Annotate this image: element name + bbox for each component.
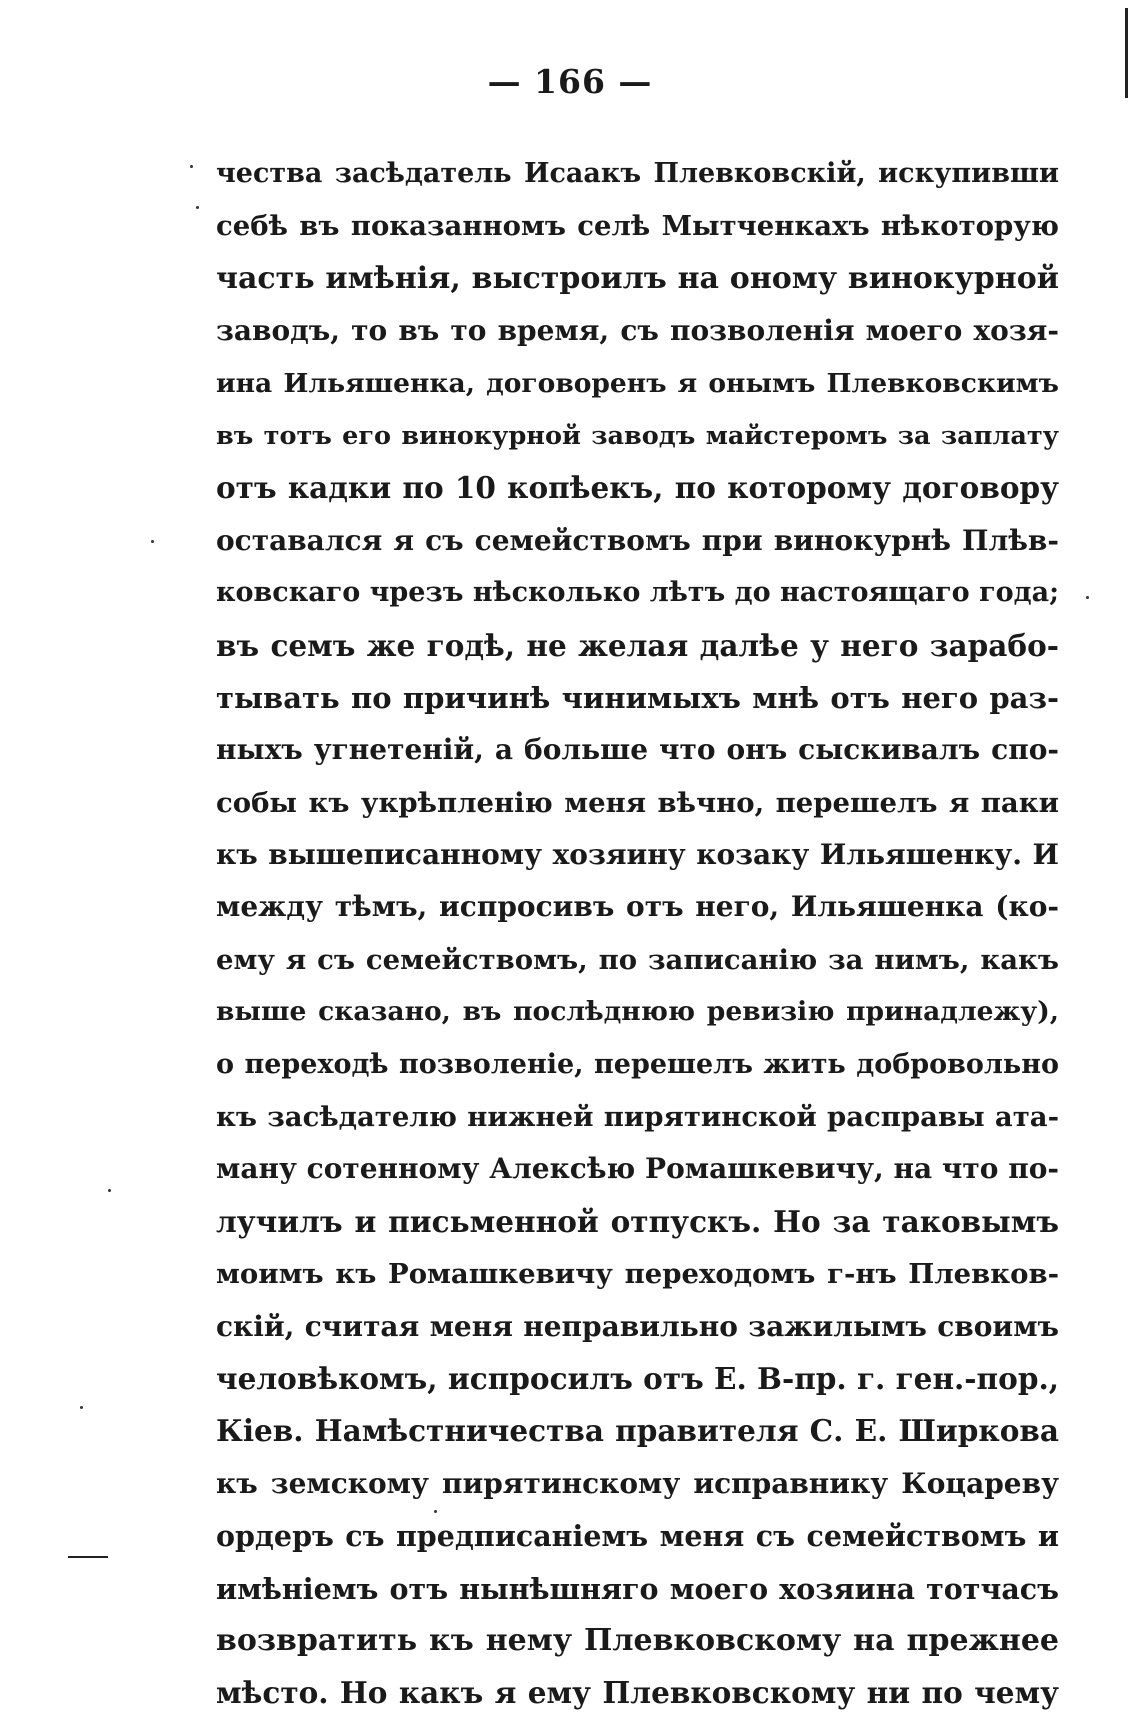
speck [80,1406,83,1409]
text-line: заводъ, то въ то время, съ позволенія моего хозя- [216,314,1059,348]
text-line: къ земскому пирятинскому исправнику Коцареву [216,1466,1059,1500]
margin-tick [68,1556,108,1558]
speck [434,1510,437,1513]
speck [108,1189,111,1192]
speck [151,540,154,543]
text-line: имѣніемъ отъ нынѣшняго моего хозяина тотчасъ [216,1571,1059,1606]
text-line: въ семъ же годѣ, не желая далѣе у него зарабо- [216,627,1059,663]
text-line: къ засѣдателю нижней пирятинской расправы ата- [216,1101,1059,1134]
text-line: отъ кадки по 10 копѣекъ, по которому договору [216,470,1059,506]
speck [190,165,193,168]
text-line: въ тотъ его винокурной заводъ майстеромъ за заплату [216,420,1059,451]
text-line: ковскаго чрезъ нѣсколько лѣтъ до настоящаго года; [216,577,1059,609]
text-line: оставался я съ семействомъ при винокурнѣ Плѣв- [216,523,1059,557]
text-line: моимъ къ Ромашкевичу переходомъ г-нъ Плевков- [216,1258,1059,1291]
body-text [216,148,1059,1720]
text-line: къ вышеписанному хозяину козаку Ильяшенку. И [216,838,1059,872]
text-line: ману сотенному Алексѣю Ромашкевичу, на что по- [216,1152,1059,1186]
text-line: часть имѣнія, выстроилъ на оному винокурной [216,260,1059,296]
text-line: Кіев. Намѣстничества правителя С. Е. Ширкова [216,1413,1059,1449]
text-line: себѣ въ показанномъ селѣ Мытченкахъ нѣкоторую [216,210,1059,243]
text-line: выше сказано, въ послѣднюю ревизію принадлежу), [216,996,1059,1028]
speck [196,206,199,209]
text-line: чества засѣдатель Исаакъ Плевковскій, искупивши [216,158,1059,189]
page-number: — 166 — [487,62,653,101]
text-line: ему я съ семействомъ, по записанію за нимъ, какъ [216,943,1059,976]
text-line: о переходѣ позволеніе, перешелъ жить добровольно [216,1048,1059,1080]
text-line: человѣкомъ, испросилъ отъ Е. В-пр. г. ген.-пор., [216,1360,1059,1396]
text-line: ныхъ угнетеній, а больше что онъ сыскивалъ спо- [216,733,1059,767]
text-line: мѣсто. Но какъ я ему Плевковскому ни по чему [216,1675,1059,1711]
text-line: ордеръ съ предписаніемъ меня съ семействомъ и [216,1519,1059,1554]
text-line: ина Ильяшенка, договоренъ я онымъ Плевковскимъ [216,367,1059,399]
text-line: лучилъ и письменной отпускъ. Но за таковымъ [216,1203,1059,1239]
text-line: тывать по причинѣ чинимыхъ мнѣ отъ него раз- [216,680,1059,715]
text-line: между тѣмъ, испросивъ отъ него, Ильяшенка (ко- [216,890,1059,924]
text-line: скій, считая меня неправильно зажилымъ своимъ [216,1309,1059,1343]
speck [1086,596,1089,599]
text-line: возвратить къ нему Плевковскому на прежнее [216,1622,1059,1658]
text-line: собы къ укрѣпленію меня вѣчно, перешелъ я паки [216,786,1059,819]
